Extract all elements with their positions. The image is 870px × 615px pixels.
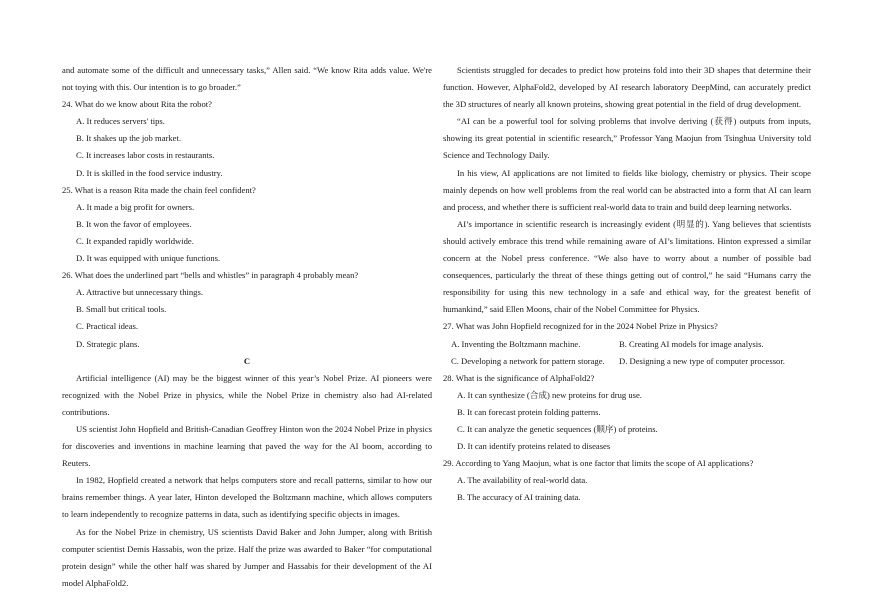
- option-d: D. Designing a new type of computer processor.: [619, 355, 785, 366]
- option-c: C. It can analyze the genetic sequences (顺序) of proteins.: [457, 423, 658, 434]
- intro-paragraph: and automate some of the difficult and unnecessary tasks,” Allen said. “We know Rita adds value. We're not toying with this. Our intention is to go broader.”: [62, 65, 432, 93]
- option-a: A. Attractive but unnecessary things.: [76, 287, 203, 298]
- option-a: A. It reduces servers' tips.: [76, 116, 165, 127]
- section-label: C: [243, 355, 251, 366]
- option-d: D. It is skilled in the food service industry.: [76, 167, 223, 178]
- question-29: [443, 455, 811, 506]
- option-a: A. Inventing the Boltzmann machine.: [451, 338, 581, 349]
- question-26: [62, 267, 432, 352]
- option-a: A. It can synthesize (合成) new proteins for drug use.: [457, 389, 642, 400]
- question-stem: 27. What was John Hopfield recognized for in the 2024 Nobel Prize in Physics?: [443, 321, 718, 332]
- passage-paragraph: US scientist John Hopfield and British-Canadian Geoffrey Hinton won the 2024 Nobel Prize in physics for discoveries and inventions in machine learning that paved the way for the AI boom, according to Reuters.: [62, 423, 432, 469]
- question-stem: 28. What is the significance of AlphaFold2?: [443, 372, 595, 383]
- option-a: A. The availability of real-world data.: [457, 475, 588, 486]
- option-c: C. Developing a network for pattern storage.: [451, 355, 605, 366]
- question-stem: 29. According to Yang Maojun, what is one factor that limits the scope of AI applications?: [443, 458, 754, 469]
- question-stem: 25. What is a reason Rita made the chain feel confident?: [62, 184, 256, 195]
- question-25: [62, 182, 432, 267]
- question-24: [62, 96, 432, 181]
- option-b: B. Small but critical tools.: [76, 304, 167, 315]
- passage-paragraph: In 1982, Hopfield created a network that helps computers store and recall patterns, similar to how our brains remember things. A year later, Hinton developed the Boltzmann machine, which allows computers to learn independently to recognize patterns in data, such as identifying specific objects in images.: [62, 475, 432, 520]
- option-b: B. It can forecast protein folding patterns.: [457, 406, 601, 417]
- option-b: B. The accuracy of AI training data.: [457, 492, 581, 503]
- option-d: D. It can identify proteins related to diseases: [457, 441, 611, 452]
- option-a: A. It made a big profit for owners.: [76, 201, 195, 212]
- right-column: [443, 62, 811, 506]
- option-d: D. It was equipped with unique functions.: [76, 253, 221, 264]
- question-28: [443, 370, 811, 455]
- option-b: B. It won the favor of employees.: [76, 218, 192, 229]
- passage-paragraph: “AI can be a powerful tool for solving problems that involve deriving (获得) outputs from inputs, showing its great potential in scientific research,” Professor Yang Maojun from Tsinghua University told Science and Technology Daily.: [443, 116, 811, 161]
- passage-paragraph: As for the Nobel Prize in chemistry, US scientists David Baker and John Jumper, along with British computer scientist Demis Hassabis, won the prize. Half the prize was awarded to Baker “for computational protein design” while the other half was shared by Jumper and Hassabis for their development of the AI model AlphaFold2.: [62, 526, 432, 588]
- option-row: [451, 336, 811, 353]
- passage-paragraph: AI’s importance in scientific research is increasingly evident (明显的). Yang believes that scientists should actively embrace this trend while remaining aware of AI’s limitations. Hinton expressed a similar concern at the Nobel press conference. “We also have to worry about a number of possible bad consequences, particularly the threat of these things getting out of control,” he said “Humans carry the responsibility for using this new technology in a safe and ethical way, for the greatest benefit of humankind,” said Ellen Moons, chair of the Nobel Committee for Physics.: [443, 218, 811, 315]
- option-c: C. It expanded rapidly worldwide.: [76, 235, 194, 246]
- option-c: C. Practical ideas.: [76, 321, 139, 332]
- passage-paragraph: In his view, AI applications are not limited to fields like biology, chemistry or physics. Their scope mainly depends on how well problems from the real world can be abstracted into a form that AI can learn and process, and whether there is sufficient real-world data to train and build deep learning networks.: [443, 167, 811, 212]
- option-b: B. It shakes up the job market.: [76, 133, 182, 144]
- option-row: [451, 353, 811, 370]
- left-column: [62, 62, 432, 592]
- passage-paragraph: Scientists struggled for decades to predict how proteins fold into their 3D shapes that determine their function. However, AlphaFold2, developed by AI research laboratory DeepMind, can accurately predict the 3D structures of nearly all known proteins, showing great potential in the field of drug development.: [443, 65, 811, 110]
- question-27: [443, 318, 811, 369]
- passage-paragraph: Artificial intelligence (AI) may be the biggest winner of this year’s Nobel Prize. AI pioneers were recognized with the Nobel Prize in physics, while the Nobel Prize in chemistry also had AI-related contributions.: [62, 372, 432, 417]
- option-b: B. Creating AI models for image analysis.: [619, 338, 764, 349]
- option-d: D. Strategic plans.: [76, 338, 140, 349]
- question-stem: 24. What do we know about Rita the robot?: [62, 99, 212, 110]
- option-c: C. It increases labor costs in restaurants.: [76, 150, 215, 161]
- question-stem: 26. What does the underlined part “bells and whistles” in paragraph 4 probably mean?: [62, 270, 359, 281]
